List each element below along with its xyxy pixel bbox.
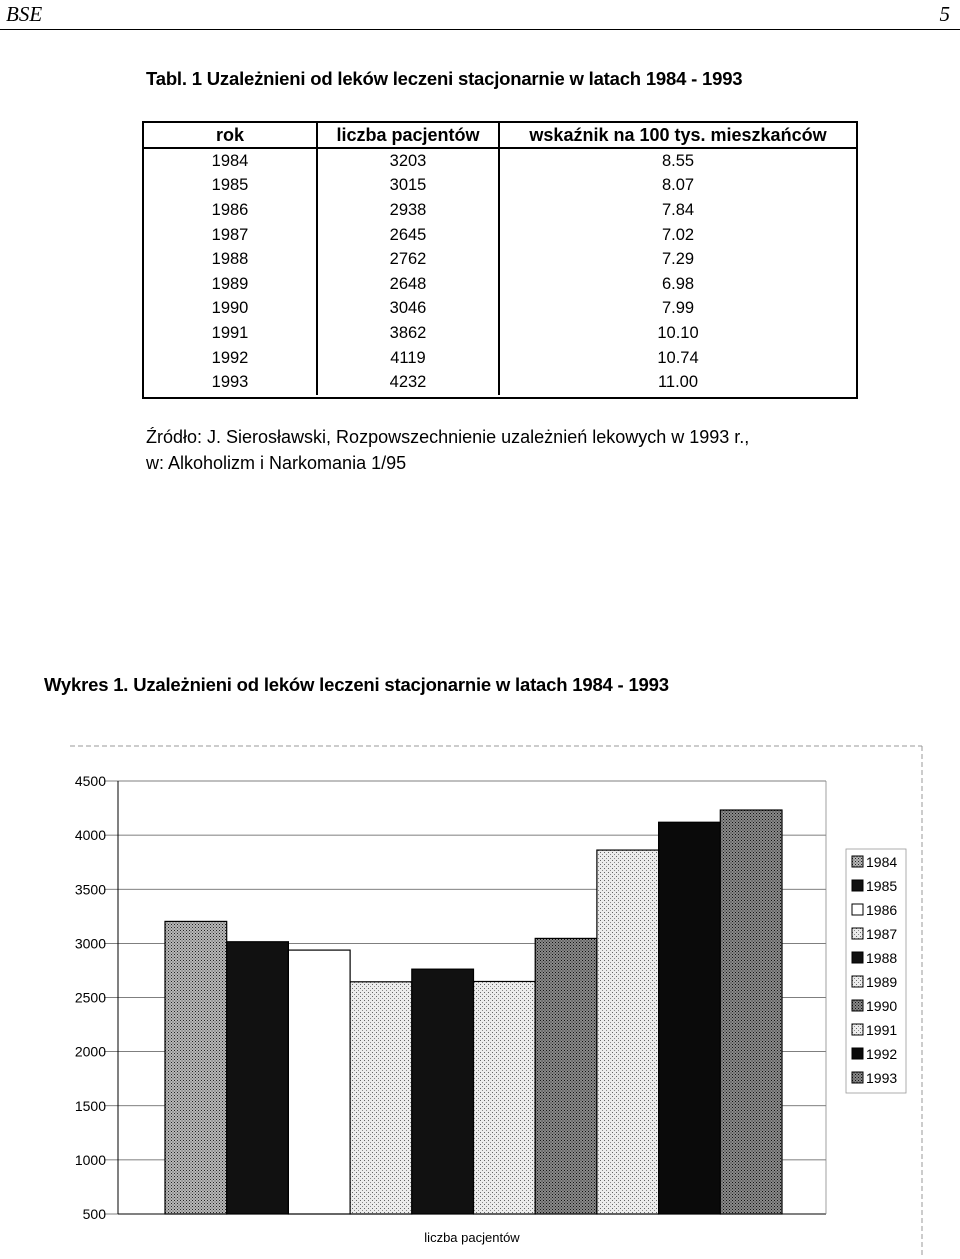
legend-label: 1993 [866, 1070, 898, 1086]
legend-label: 1987 [866, 926, 898, 942]
legend-label: 1984 [866, 854, 898, 870]
page-number: 5 [939, 2, 950, 26]
bar-1984 [165, 921, 227, 1214]
cell-year: 1988 [144, 247, 317, 272]
bar-1986 [288, 950, 350, 1214]
cell-patients: 2762 [317, 247, 499, 272]
legend-label: 1985 [866, 878, 898, 894]
legend-swatch [852, 976, 863, 987]
cell-rate: 11.00 [657, 373, 699, 392]
cell-rate: 6.98 [661, 274, 695, 293]
cell-patients: 3862 [317, 321, 499, 346]
cell-patients: 3015 [317, 174, 499, 199]
cell-year: 1991 [144, 321, 317, 346]
legend-swatch [852, 1048, 863, 1059]
cell-rate: 7.99 [661, 299, 695, 318]
legend-swatch [852, 952, 863, 963]
legend-label: 1992 [866, 1046, 898, 1062]
cell-year: 1993 [144, 370, 317, 395]
column-header-patients: liczba pacjentów [317, 123, 499, 148]
cell-year: 1984 [144, 148, 317, 174]
cell-rate: 7.02 [661, 225, 695, 244]
y-tick-label: 4000 [74, 827, 106, 844]
y-tick-label: 2000 [74, 1043, 106, 1060]
journal-abbrev: BSE [6, 2, 43, 26]
legend-swatch [852, 904, 863, 915]
legend-swatch [852, 1024, 863, 1035]
cell-year: 1992 [144, 346, 317, 371]
legend-label: 1990 [866, 998, 898, 1014]
legend-swatch [852, 1000, 863, 1011]
cell-patients: 2645 [317, 223, 499, 248]
legend-label: 1991 [866, 1022, 898, 1038]
legend-label: 1988 [866, 950, 898, 966]
cell-patients: 3046 [317, 297, 499, 322]
y-tick-label: 3500 [74, 881, 106, 898]
bar-1990 [535, 938, 597, 1214]
legend-swatch [852, 1072, 863, 1083]
bar-1992 [659, 822, 721, 1214]
bar-1987 [350, 982, 412, 1214]
cell-patients: 2938 [317, 198, 499, 223]
legend-swatch [852, 880, 863, 891]
cell-rate: 7.29 [661, 250, 695, 269]
chart-title: Wykres 1. Uzależnieni od leków leczeni stacjonarnie w latach 1984 - 1993 [44, 674, 669, 695]
bar-1988 [412, 969, 474, 1214]
legend-swatch [852, 856, 863, 867]
cell-year: 1990 [144, 297, 317, 322]
column-header-year: rok [144, 123, 317, 148]
bar-1989 [474, 981, 536, 1214]
source-line-1: Źródło: J. Sierosławski, Rozpowszechnienie uzależnień lekowych w 1993 r., [146, 427, 750, 447]
cell-rate: 7.84 [661, 200, 695, 219]
cell-rate: 8.07 [661, 176, 695, 195]
cell-year: 1986 [144, 198, 317, 223]
cell-patients: 3203 [317, 148, 499, 174]
table-title: Tabl. 1 Uzależnieni od leków leczeni stacjonarnie w latach 1984 - 1993 [146, 68, 743, 89]
cell-rate: 8.55 [661, 151, 695, 170]
source-line-2: w: Alkoholizm i Narkomania 1/95 [146, 453, 407, 473]
cell-year: 1987 [144, 223, 317, 248]
cell-year: 1985 [144, 174, 317, 199]
x-axis-label: liczba pacjentów [424, 1230, 520, 1245]
y-tick-label: 3000 [74, 935, 106, 952]
legend-swatch [852, 928, 863, 939]
cell-patients: 4232 [317, 370, 499, 395]
legend-label: 1986 [866, 902, 898, 918]
y-tick-label: 2500 [74, 989, 106, 1006]
y-tick-label: 1500 [74, 1097, 106, 1114]
column-header-rate: wskaźnik na 100 tys. mieszkańców [499, 123, 856, 148]
bar-1985 [227, 942, 289, 1214]
cell-rate: 10.74 [657, 348, 699, 367]
cell-patients: 4119 [317, 346, 499, 371]
y-tick-label: 1000 [74, 1151, 106, 1168]
legend-label: 1989 [866, 974, 898, 990]
cell-patients: 2648 [317, 272, 499, 297]
y-tick-label: 4500 [74, 773, 106, 789]
bar-1993 [720, 810, 782, 1214]
y-tick-label: 500 [82, 1206, 106, 1222]
cell-rate: 10.10 [657, 323, 699, 342]
cell-year: 1989 [144, 272, 317, 297]
bar-1991 [597, 850, 659, 1214]
